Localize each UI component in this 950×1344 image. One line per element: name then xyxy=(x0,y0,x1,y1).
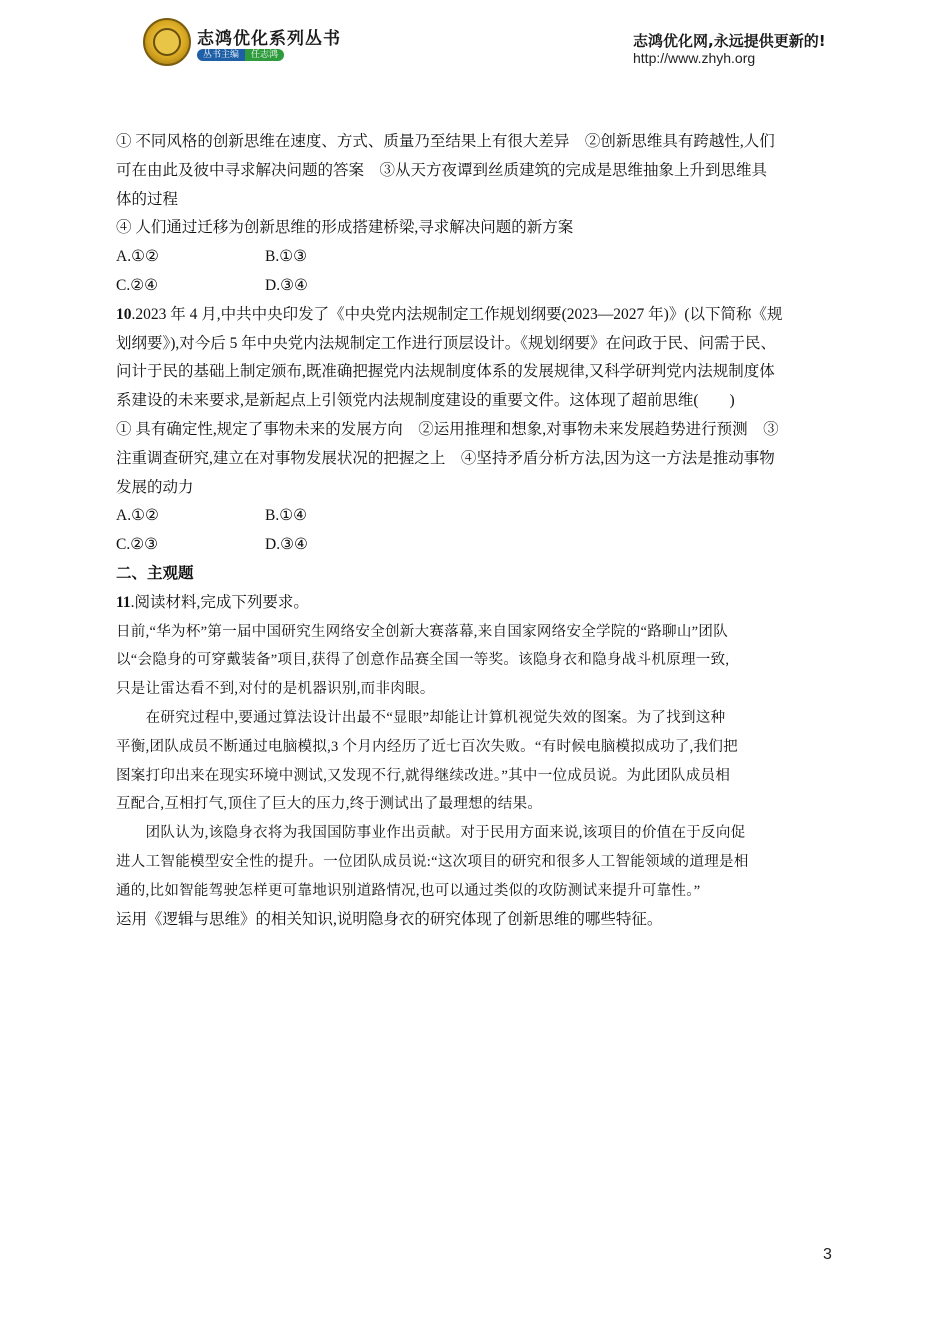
editor-name: 任志鸿 xyxy=(245,49,284,61)
q10-line: .2023 年 4 月,中共中央印发了《中央党内法规制定工作规划纲要(2023—2027 年)》(以下简称《规 xyxy=(131,305,783,323)
q11-number: 11 xyxy=(116,593,131,611)
series-title: 志鸿优化系列丛书 xyxy=(197,29,341,49)
q10-number: 10 xyxy=(116,305,132,323)
section-title: 二、主观题 xyxy=(116,564,194,582)
q9-line: 可在由此及彼中寻求解决问题的答案 ③从天方夜谭到丝质建筑的完成是思维抽象上升到思维具 xyxy=(116,161,768,179)
q11-prompt: .阅读材料,完成下列要求。 xyxy=(130,593,309,611)
editor-label: 丛书主编 xyxy=(197,49,245,61)
material-line: 通的,比如智能驾驶怎样更可靠地识别道路情况,也可以通过类似的攻防测试来提升可靠性。” xyxy=(116,882,701,899)
q11-prompt-line xyxy=(116,589,838,618)
q10-stem xyxy=(116,301,838,503)
material-line: 团队认为,该隐身衣将为我国国防事业作出贡献。对于民用方面来说,该项目的价值在于反向促 xyxy=(116,825,746,842)
q9-line: ④ 人们通过迁移为创新思维的形成搭建桥梁,寻求解决问题的新方案 xyxy=(116,219,574,237)
q11-question: 运用《逻辑与思维》的相关知识,说明隐身衣的研究体现了创新思维的哪些特征。 xyxy=(116,910,663,928)
q9-statements xyxy=(116,128,838,243)
q9-option-a: A.①② xyxy=(116,248,159,266)
q10-line: ① 具有确定性,规定了事物未来的发展方向 ②运用推理和想象,对事物未来发展趋势进行预测 ③ xyxy=(116,420,779,438)
q9-line: ① 不同风格的创新思维在速度、方式、质量乃至结果上有很大差异 ②创新思维具有跨越性,人们 xyxy=(116,133,775,150)
material-line: 只是让雷达看不到,对付的是机器识别,而非肉眼。 xyxy=(116,681,435,698)
page-content xyxy=(116,128,838,934)
q10-option-b: B.①④ xyxy=(265,507,308,525)
material-line: 在研究过程中,要通过算法设计出最不“显眼”却能让计算机视觉失效的图案。为了找到这种 xyxy=(116,709,726,726)
q10-option-d: D.③④ xyxy=(265,536,308,554)
q11-material xyxy=(116,618,838,906)
q10-line: 系建设的未来要求,是新起点上引领党内法规制度建设的重要文件。这体现了超前思维( ) xyxy=(116,392,735,410)
q9-option-b: B.①③ xyxy=(265,248,308,266)
material-line: 互配合,互相打气,顶住了巨大的压力,终于测试出了最理想的结果。 xyxy=(116,796,543,813)
q9-line: 体的过程 xyxy=(116,190,179,208)
material-line: 日前,“华为杯”第一届中国研究生网络安全创新大赛落幕,来自国家网络安全学院的“路聊山”团队 xyxy=(116,623,728,640)
header-url[interactable]: http://www.zhyh.org xyxy=(633,50,756,66)
q10-option-a: A.①② xyxy=(116,507,159,525)
q9-options-row xyxy=(116,243,838,272)
editor-badge xyxy=(197,49,284,61)
material-line: 进人工智能模型安全性的提升。一位团队成员说:“这次项目的研究和很多人工智能领域的道理是相 xyxy=(116,853,749,870)
q10-line: 注重调查研究,建立在对事物发展状况的把握之上 ④坚持矛盾分析方法,因为这一方法是推动事物 xyxy=(116,449,775,467)
page-header xyxy=(0,0,950,90)
q10-line: 发展的动力 xyxy=(116,478,194,496)
header-slogan: 志鸿优化网,永远提供更新的! xyxy=(633,32,826,50)
page-number: 3 xyxy=(823,1246,832,1263)
q10-options-row xyxy=(116,531,838,560)
material-line: 平衡,团队成员不断通过电脑模拟,3 个月内经历了近七百次失败。“有时候电脑模拟成功了,我们把 xyxy=(116,738,738,755)
material-line: 以“会隐身的可穿戴装备”项目,获得了创意作品赛全国一等奖。该隐身衣和隐身战斗机原理一致, xyxy=(116,652,730,669)
series-logo-icon xyxy=(143,18,191,66)
q10-options-row xyxy=(116,502,838,531)
q9-options-row xyxy=(116,272,838,301)
q10-option-c: C.②③ xyxy=(116,536,159,554)
q9-option-c: C.②④ xyxy=(116,276,159,294)
q9-option-d: D.③④ xyxy=(265,276,308,294)
material-line: 图案打印出来在现实环境中测试,又发现不行,就得继续改进。”其中一位成员说。为此团队成员相 xyxy=(116,767,731,784)
q10-line: 划纲要》),对今后 5 年中央党内法规制定工作进行顶层设计。《规划纲要》在问政于民、问需于民、 xyxy=(116,334,777,352)
q10-line: 问计于民的基础上制定颁布,既准确把握党内法规制度体系的发展规律,又科学研判党内法规制度体 xyxy=(116,363,775,381)
